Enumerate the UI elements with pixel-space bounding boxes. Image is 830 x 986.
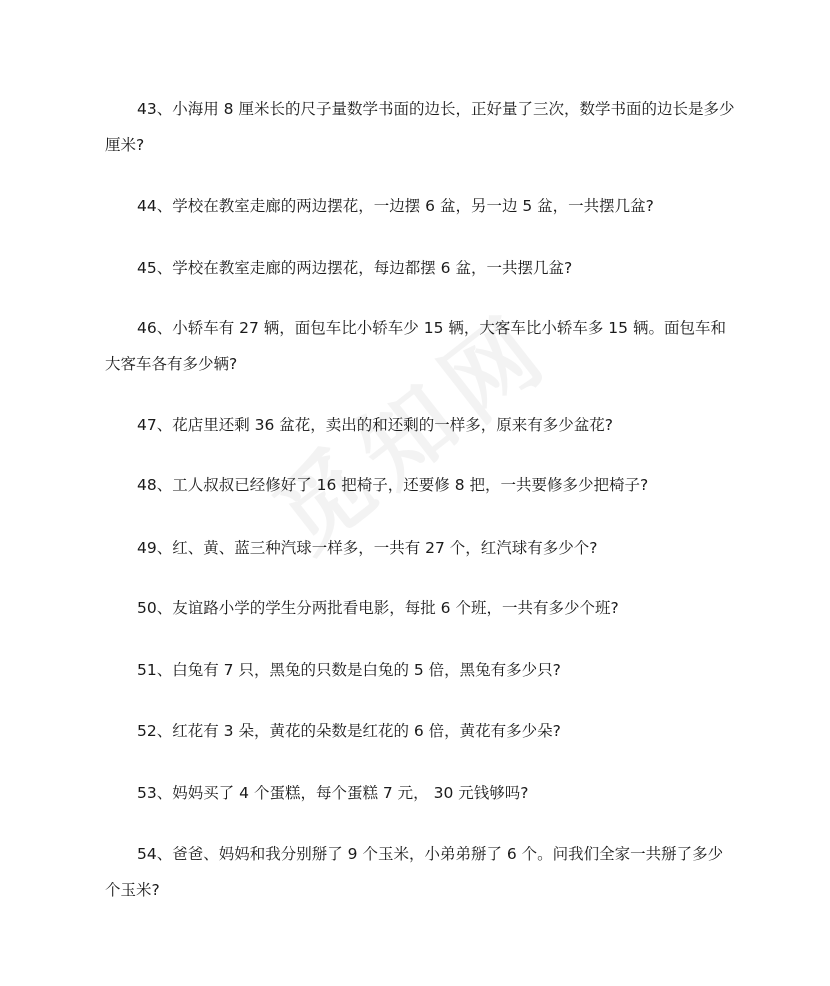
question-45: 45、学校在教室走廊的两边摆花，每边都摆 6 盆，一共摆几盆? — [137, 258, 573, 277]
question-50: 50、友谊路小学的学生分两批看电影，每批 6 个班，一共有多少个班? — [137, 598, 619, 617]
question-44: 44、学校在教室走廊的两边摆花，一边摆 6 盆，另一边 5 盆，一共摆几盆? — [137, 196, 654, 215]
question-43: 43、小海用 8 厘米长的尺子量数学书面的边长，正好量了三次，数学书面的边长是多少厘米? — [105, 99, 735, 154]
question-52: 52、红花有 3 朵，黄花的朵数是红花的 6 倍，黄花有多少朵? — [137, 721, 561, 740]
question-48: 48、工人叔叔已经修好了 16 把椅子，还要修 8 把，一共要修多少把椅子? — [137, 475, 649, 494]
question-46: 46、小轿车有 27 辆，面包车比小轿车少 15 辆，大客车比小轿车多 15 辆。面包车和大客车各有多少辆? — [105, 318, 726, 373]
question-49: 49、红、黄、蓝三种汽球一样多，一共有 27 个，红汽球有多少个? — [137, 538, 598, 557]
question-53: 53、妈妈买了 4 个蛋糕，每个蛋糕 7 元， 30 元钱够吗? — [137, 783, 529, 802]
question-54: 54、爸爸、妈妈和我分别掰了 9 个玉米，小弟弟掰了 6 个。问我们全家一共掰了多少个玉米? — [105, 844, 724, 899]
question-51: 51、白兔有 7 只，黑兔的只数是白兔的 5 倍，黑兔有多少只? — [137, 660, 561, 679]
question-47: 47、花店里还剩 36 盆花，卖出的和还剩的一样多，原来有多少盆花? — [137, 415, 614, 434]
